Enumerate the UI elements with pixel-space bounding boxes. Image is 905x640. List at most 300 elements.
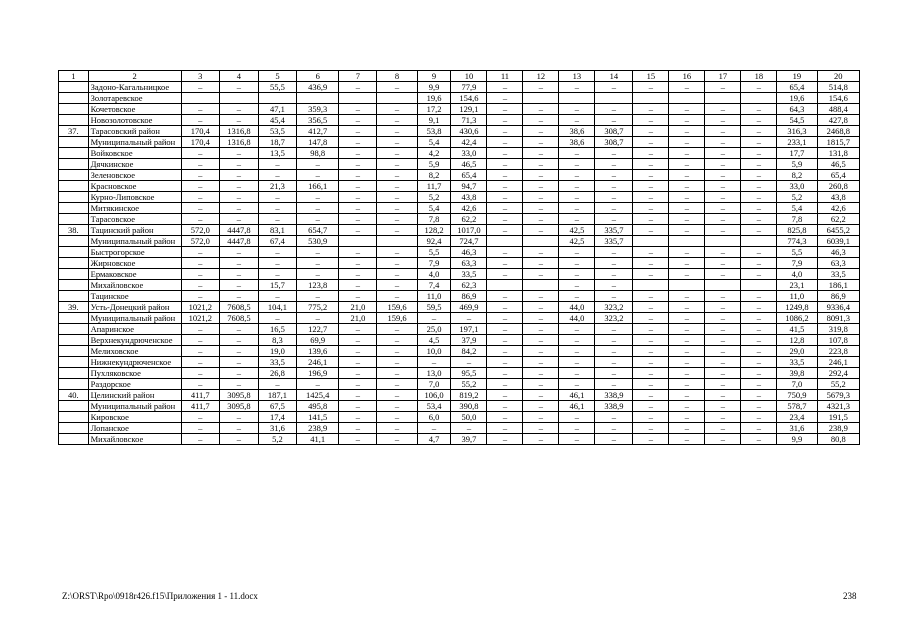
value-cell: – (595, 423, 633, 434)
value-cell: – (595, 181, 633, 192)
table-row (59, 313, 860, 324)
value-cell: – (297, 170, 339, 181)
value-cell: – (705, 423, 741, 434)
value-cell: – (523, 379, 559, 390)
table-row (59, 115, 860, 126)
value-cell: – (559, 324, 595, 335)
value-cell: – (705, 434, 741, 445)
value-cell: 412,7 (297, 126, 339, 137)
table-row (59, 390, 860, 401)
value-cell: – (339, 115, 377, 126)
value-cell: 11,0 (777, 291, 817, 302)
value-cell: – (523, 302, 559, 313)
value-cell: – (705, 335, 741, 346)
value-cell: 37,9 (451, 335, 487, 346)
value-cell: – (741, 126, 777, 137)
table-row (59, 324, 860, 335)
value-cell: – (219, 148, 258, 159)
value-cell: – (181, 269, 219, 280)
value-cell: – (377, 412, 417, 423)
value-cell: – (633, 214, 669, 225)
value-cell: 5,2 (417, 192, 451, 203)
value-cell: 33,5 (777, 357, 817, 368)
value-cell: – (705, 269, 741, 280)
value-cell: 5,9 (777, 159, 817, 170)
value-cell: 46,1 (559, 390, 595, 401)
row-number-cell (59, 357, 89, 368)
value-cell: 98,8 (297, 148, 339, 159)
value-cell: 159,6 (377, 302, 417, 313)
row-number-cell (59, 93, 89, 104)
value-cell: – (523, 258, 559, 269)
table-row (59, 401, 860, 412)
value-cell: – (487, 335, 523, 346)
value-cell: 43,8 (817, 192, 859, 203)
value-cell: 43,8 (451, 192, 487, 203)
value-cell: 2468,8 (817, 126, 859, 137)
header-cell: 4 (219, 71, 258, 82)
row-number-cell (59, 148, 89, 159)
value-cell: 390,8 (451, 401, 487, 412)
value-cell: 7608,5 (219, 302, 258, 313)
value-cell: – (633, 247, 669, 258)
value-cell: – (633, 368, 669, 379)
value-cell: – (417, 357, 451, 368)
value-cell: 1425,4 (297, 390, 339, 401)
value-cell: – (523, 203, 559, 214)
value-cell: 31,6 (777, 423, 817, 434)
row-number-cell (59, 192, 89, 203)
value-cell: – (523, 291, 559, 302)
value-cell: – (487, 291, 523, 302)
value-cell: 33,5 (817, 269, 859, 280)
value-cell: 319,8 (817, 324, 859, 335)
value-cell (181, 93, 219, 104)
value-cell: 427,8 (817, 115, 859, 126)
value-cell: 39,7 (451, 434, 487, 445)
value-cell: – (559, 346, 595, 357)
value-cell: – (559, 379, 595, 390)
value-cell: – (487, 258, 523, 269)
value-cell: – (595, 170, 633, 181)
value-cell: – (487, 390, 523, 401)
value-cell: 238,9 (817, 423, 859, 434)
value-cell: – (339, 368, 377, 379)
value-cell: – (669, 148, 705, 159)
value-cell: – (417, 313, 451, 324)
value-cell: 187,1 (258, 390, 296, 401)
value-cell: – (595, 192, 633, 203)
value-cell: 411,7 (181, 390, 219, 401)
value-cell: – (339, 203, 377, 214)
value-cell: – (487, 401, 523, 412)
value-cell: – (669, 192, 705, 203)
value-cell: – (181, 258, 219, 269)
value-cell: 13,5 (258, 148, 296, 159)
row-number-cell: 40. (59, 390, 89, 401)
value-cell: 308,7 (595, 126, 633, 137)
value-cell: 197,1 (451, 324, 487, 335)
value-cell: – (523, 137, 559, 148)
row-number-cell (59, 368, 89, 379)
header-cell: 3 (181, 71, 219, 82)
value-cell: – (377, 269, 417, 280)
value-cell: 44,0 (559, 313, 595, 324)
value-cell: – (377, 137, 417, 148)
value-cell: – (523, 412, 559, 423)
value-cell (339, 93, 377, 104)
value-cell: 6455,2 (817, 225, 859, 236)
value-cell: 71,3 (451, 115, 487, 126)
value-cell: – (633, 379, 669, 390)
value-cell: – (339, 225, 377, 236)
value-cell: – (741, 203, 777, 214)
value-cell: – (669, 126, 705, 137)
value-cell (487, 280, 523, 291)
value-cell: – (377, 225, 417, 236)
value-cell: 1249,8 (777, 302, 817, 313)
district-name-cell: Кочетовское (88, 104, 181, 115)
value-cell: – (377, 203, 417, 214)
value-cell: 29,0 (777, 346, 817, 357)
value-cell: – (523, 324, 559, 335)
value-cell: – (669, 390, 705, 401)
value-cell: – (377, 115, 417, 126)
value-cell: – (633, 434, 669, 445)
value-cell: 4447,8 (219, 225, 258, 236)
header-cell: 13 (559, 71, 595, 82)
district-name-cell: Верхнекундрюченское (88, 335, 181, 346)
value-cell: – (339, 401, 377, 412)
value-cell: – (741, 137, 777, 148)
value-cell: 46,5 (817, 159, 859, 170)
value-cell: 246,1 (817, 357, 859, 368)
value-cell: 724,7 (451, 236, 487, 247)
value-cell: – (741, 104, 777, 115)
value-cell: – (339, 159, 377, 170)
value-cell (633, 93, 669, 104)
table-row (59, 368, 860, 379)
value-cell: – (559, 269, 595, 280)
value-cell: 95,5 (451, 368, 487, 379)
value-cell: – (181, 291, 219, 302)
value-cell: – (705, 214, 741, 225)
value-cell: – (705, 126, 741, 137)
value-cell: – (487, 357, 523, 368)
value-cell: 495,8 (297, 401, 339, 412)
value-cell: – (669, 324, 705, 335)
value-cell: – (669, 225, 705, 236)
value-cell: – (633, 137, 669, 148)
value-cell: – (705, 291, 741, 302)
value-cell: – (595, 324, 633, 335)
value-cell: – (633, 115, 669, 126)
value-cell: – (741, 335, 777, 346)
value-cell: 39,8 (777, 368, 817, 379)
value-cell: – (705, 159, 741, 170)
value-cell: 8,3 (258, 335, 296, 346)
value-cell (523, 236, 559, 247)
value-cell: – (669, 82, 705, 93)
value-cell: 4,0 (417, 269, 451, 280)
value-cell: 9336,4 (817, 302, 859, 313)
value-cell: – (523, 225, 559, 236)
value-cell: 128,2 (417, 225, 451, 236)
table-row (59, 412, 860, 423)
value-cell: – (487, 434, 523, 445)
value-cell: 308,7 (595, 137, 633, 148)
value-cell: 654,7 (297, 225, 339, 236)
district-name-cell: Тацинское (88, 291, 181, 302)
value-cell: – (219, 269, 258, 280)
value-cell: – (705, 324, 741, 335)
value-cell: – (705, 203, 741, 214)
value-cell: 1021,2 (181, 313, 219, 324)
value-cell: 123,8 (297, 280, 339, 291)
value-cell: – (377, 170, 417, 181)
value-cell: – (487, 115, 523, 126)
value-cell: – (487, 170, 523, 181)
value-cell: – (741, 368, 777, 379)
value-cell: – (669, 258, 705, 269)
value-cell: – (595, 269, 633, 280)
district-name-cell: Задоно-Кагальницкое (88, 82, 181, 93)
value-cell: – (705, 357, 741, 368)
value-cell: 46,1 (559, 401, 595, 412)
value-cell: – (559, 412, 595, 423)
value-cell: – (487, 214, 523, 225)
value-cell: 1086,2 (777, 313, 817, 324)
value-cell: – (741, 247, 777, 258)
value-cell: – (487, 247, 523, 258)
value-cell: – (181, 357, 219, 368)
value-cell: – (219, 115, 258, 126)
value-cell: – (377, 280, 417, 291)
value-cell: – (377, 379, 417, 390)
value-cell: 23,1 (777, 280, 817, 291)
value-cell: – (377, 390, 417, 401)
value-cell: 42,5 (559, 236, 595, 247)
value-cell: – (181, 412, 219, 423)
value-cell: – (523, 170, 559, 181)
value-cell: 1316,8 (219, 137, 258, 148)
value-cell: – (487, 104, 523, 115)
value-cell: – (559, 148, 595, 159)
value-cell: 292,4 (817, 368, 859, 379)
header-cell: 9 (417, 71, 451, 82)
value-cell: – (181, 335, 219, 346)
value-cell: 159,6 (377, 313, 417, 324)
value-cell: – (559, 335, 595, 346)
district-name-cell: Зеленовское (88, 170, 181, 181)
value-cell: 46,3 (451, 247, 487, 258)
value-cell: – (377, 423, 417, 434)
value-cell: – (705, 379, 741, 390)
value-cell: – (669, 379, 705, 390)
value-cell: 65,4 (451, 170, 487, 181)
value-cell: – (633, 346, 669, 357)
row-number-cell (59, 115, 89, 126)
value-cell: 191,5 (817, 412, 859, 423)
value-cell: – (595, 291, 633, 302)
value-cell: – (595, 214, 633, 225)
value-cell: – (669, 346, 705, 357)
value-cell: – (181, 368, 219, 379)
value-cell (633, 280, 669, 291)
value-cell: – (258, 247, 296, 258)
value-cell: – (595, 258, 633, 269)
value-cell: – (339, 280, 377, 291)
value-cell: – (487, 93, 523, 104)
value-cell: – (297, 192, 339, 203)
value-cell: – (219, 357, 258, 368)
value-cell: – (181, 379, 219, 390)
value-cell: – (633, 203, 669, 214)
value-cell: – (297, 313, 339, 324)
value-cell: 42,5 (559, 225, 595, 236)
header-cell: 12 (523, 71, 559, 82)
district-name-cell: Красновское (88, 181, 181, 192)
value-cell: 7,0 (417, 379, 451, 390)
value-cell: – (595, 434, 633, 445)
value-cell: 84,2 (451, 346, 487, 357)
value-cell (669, 93, 705, 104)
value-cell: – (633, 324, 669, 335)
value-cell (705, 236, 741, 247)
value-cell: – (339, 335, 377, 346)
value-cell: 7,9 (777, 258, 817, 269)
value-cell: 83,1 (258, 225, 296, 236)
value-cell: – (633, 401, 669, 412)
value-cell: 139,6 (297, 346, 339, 357)
value-cell: – (559, 423, 595, 434)
row-number-cell (59, 203, 89, 214)
value-cell: – (741, 302, 777, 313)
value-cell: – (181, 115, 219, 126)
value-cell: – (487, 126, 523, 137)
value-cell: – (633, 225, 669, 236)
value-cell: 7,4 (417, 280, 451, 291)
value-cell: – (705, 104, 741, 115)
footer-file-path: Z:\ORST\Rpo\0918r426.f15\Приложения 1 - 11.docx (62, 591, 258, 601)
value-cell: – (377, 181, 417, 192)
table-row (59, 357, 860, 368)
value-cell: – (559, 82, 595, 93)
value-cell: – (741, 269, 777, 280)
value-cell: – (559, 203, 595, 214)
row-number-cell (59, 434, 89, 445)
table-header-row (59, 71, 860, 82)
value-cell: – (297, 214, 339, 225)
table-row (59, 93, 860, 104)
value-cell: – (633, 104, 669, 115)
header-cell: 16 (669, 71, 705, 82)
district-name-cell: Михайловское (88, 280, 181, 291)
value-cell: 50,0 (451, 412, 487, 423)
value-cell: 514,8 (817, 82, 859, 93)
value-cell: – (487, 181, 523, 192)
value-cell: 233,1 (777, 137, 817, 148)
value-cell: – (258, 291, 296, 302)
value-cell: 38,6 (559, 126, 595, 137)
value-cell: – (487, 324, 523, 335)
value-cell: – (297, 291, 339, 302)
table-row (59, 423, 860, 434)
value-cell: – (741, 346, 777, 357)
value-cell: – (339, 423, 377, 434)
value-cell: – (377, 368, 417, 379)
header-cell: 7 (339, 71, 377, 82)
row-number-cell (59, 170, 89, 181)
value-cell: – (559, 247, 595, 258)
value-cell: 44,0 (559, 302, 595, 313)
value-cell: – (377, 82, 417, 93)
value-cell: – (219, 291, 258, 302)
value-cell (595, 93, 633, 104)
value-cell: – (595, 412, 633, 423)
table-row (59, 181, 860, 192)
value-cell: 21,3 (258, 181, 296, 192)
row-number-cell (59, 313, 89, 324)
value-cell: 260,8 (817, 181, 859, 192)
value-cell: – (741, 115, 777, 126)
value-cell (258, 93, 296, 104)
header-cell: 6 (297, 71, 339, 82)
value-cell: – (297, 258, 339, 269)
table-row (59, 170, 860, 181)
value-cell: – (633, 423, 669, 434)
table-row (59, 280, 860, 291)
value-cell: – (633, 148, 669, 159)
value-cell: – (523, 82, 559, 93)
value-cell: 129,1 (451, 104, 487, 115)
value-cell (633, 236, 669, 247)
value-cell: – (595, 379, 633, 390)
value-cell: 41,5 (777, 324, 817, 335)
value-cell: 7,8 (777, 214, 817, 225)
value-cell: 6039,1 (817, 236, 859, 247)
district-name-cell: Новозолотовское (88, 115, 181, 126)
value-cell: 3095,8 (219, 390, 258, 401)
value-cell: 42,6 (451, 203, 487, 214)
value-cell: – (487, 192, 523, 203)
value-cell: 246,1 (297, 357, 339, 368)
value-cell: – (669, 412, 705, 423)
value-cell: – (523, 346, 559, 357)
value-cell: – (487, 313, 523, 324)
value-cell: 572,0 (181, 225, 219, 236)
row-number-cell (59, 291, 89, 302)
value-cell: – (741, 225, 777, 236)
value-cell: 86,9 (451, 291, 487, 302)
value-cell: 530,9 (297, 236, 339, 247)
value-cell: 154,6 (817, 93, 859, 104)
value-cell: – (377, 434, 417, 445)
value-cell: – (451, 313, 487, 324)
value-cell: – (377, 335, 417, 346)
value-cell: 25,0 (417, 324, 451, 335)
row-number-cell (59, 412, 89, 423)
value-cell: – (669, 302, 705, 313)
value-cell: – (705, 302, 741, 313)
value-cell: 19,6 (417, 93, 451, 104)
value-cell: – (219, 379, 258, 390)
value-cell: 12,8 (777, 335, 817, 346)
value-cell: – (669, 269, 705, 280)
value-cell: 335,7 (595, 225, 633, 236)
value-cell: 104,1 (258, 302, 296, 313)
header-cell: 10 (451, 71, 487, 82)
